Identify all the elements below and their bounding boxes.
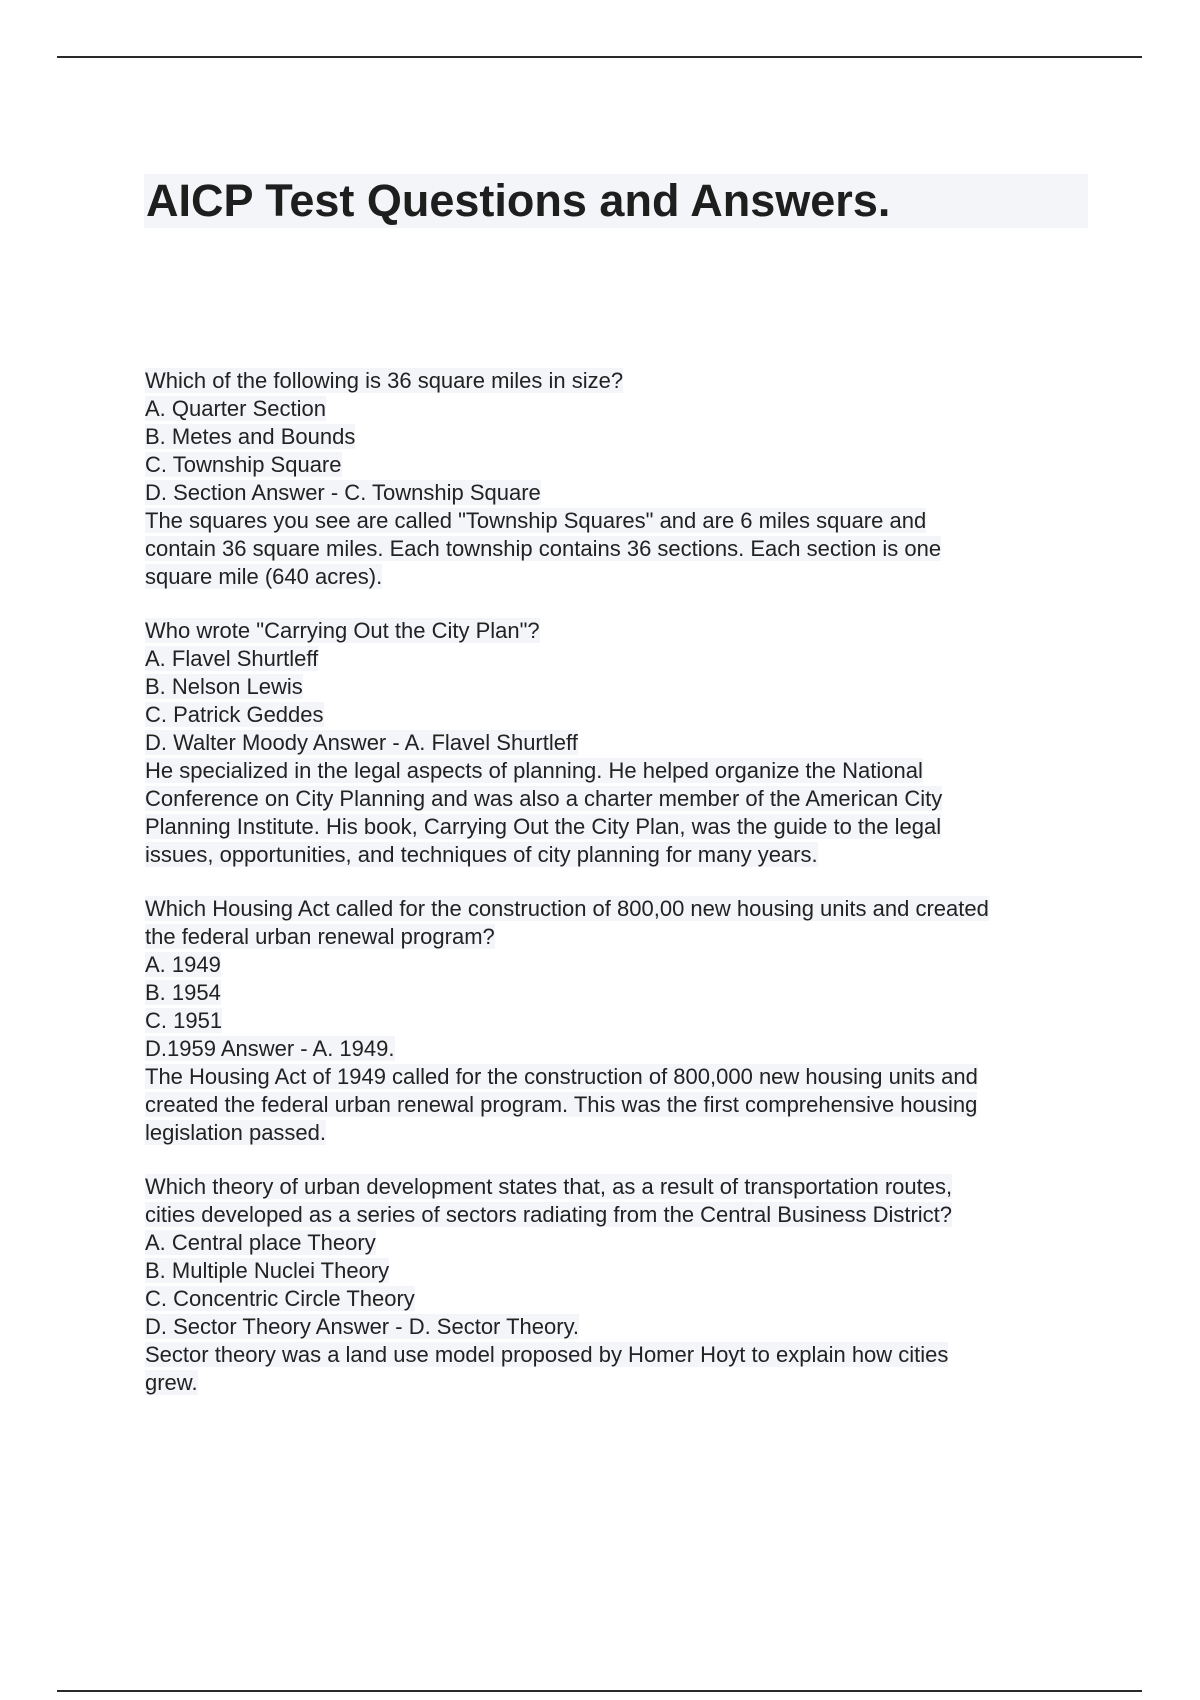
answer-option: A. 1949 <box>145 952 221 977</box>
answer-option: C. 1951 <box>145 1008 223 1033</box>
explanation-line: He specialized in the legal aspects of planning. He helped organize the National <box>145 758 923 783</box>
explanation-line: The Housing Act of 1949 called for the construction of 800,000 new housing units and <box>145 1064 978 1089</box>
explanation-line: grew. <box>145 1370 198 1395</box>
question-text: Which Housing Act called for the construction of 800,00 new housing units and created <box>145 896 989 921</box>
explanation-line: Conference on City Planning and was also a charter member of the American City <box>145 786 943 811</box>
explanation-line: created the federal urban renewal program. This was the first comprehensive housing <box>145 1092 978 1117</box>
answer-option: C. Concentric Circle Theory <box>145 1286 415 1311</box>
explanation-line: issues, opportunities, and techniques of city planning for many years. <box>145 842 818 867</box>
answer-option: A. Central place Theory <box>145 1230 376 1255</box>
question-text: the federal urban renewal program? <box>145 924 495 949</box>
page-title: AICP Test Questions and Answers. <box>146 175 891 226</box>
bottom-rule <box>57 1690 1142 1692</box>
answer-option-with-answer: D.1959 Answer - A. 1949. <box>145 1036 395 1061</box>
explanation-line: Planning Institute. His book, Carrying Out the City Plan, was the guide to the legal <box>145 814 942 839</box>
question-block-4 <box>145 1173 1080 1397</box>
question-text: Who wrote "Carrying Out the City Plan"? <box>145 618 540 643</box>
answer-option: B. Metes and Bounds <box>145 424 356 449</box>
answer-option: B. Multiple Nuclei Theory <box>145 1258 390 1283</box>
answer-option-with-answer: D. Sector Theory Answer - D. Sector Theory. <box>145 1314 580 1339</box>
explanation-line: Sector theory was a land use model proposed by Homer Hoyt to explain how cities <box>145 1342 949 1367</box>
answer-option: B. 1954 <box>145 980 221 1005</box>
question-block-2 <box>145 617 1080 869</box>
answer-option: A. Flavel Shurtleff <box>145 646 319 671</box>
questions-list <box>145 367 1080 1423</box>
explanation-line: square mile (640 acres). <box>145 564 383 589</box>
question-block-1 <box>145 367 1080 591</box>
answer-option: C. Patrick Geddes <box>145 702 324 727</box>
question-text: cities developed as a series of sectors radiating from the Central Business District? <box>145 1202 953 1227</box>
explanation-line: legislation passed. <box>145 1120 327 1145</box>
explanation-line: The squares you see are called "Township Squares" and are 6 miles square and <box>145 508 927 533</box>
answer-option-with-answer: D. Section Answer - C. Township Square <box>145 480 541 505</box>
answer-option: C. Township Square <box>145 452 342 477</box>
explanation-line: contain 36 square miles. Each township contains 36 sections. Each section is one <box>145 536 942 561</box>
question-block-3 <box>145 895 1080 1147</box>
answer-option: B. Nelson Lewis <box>145 674 303 699</box>
top-rule <box>57 56 1142 58</box>
question-text: Which theory of urban development states that, as a result of transportation routes, <box>145 1174 953 1199</box>
question-text: Which of the following is 36 square miles in size? <box>145 368 624 393</box>
answer-option-with-answer: D. Walter Moody Answer - A. Flavel Shurtleff <box>145 730 578 755</box>
answer-option: A. Quarter Section <box>145 396 326 421</box>
